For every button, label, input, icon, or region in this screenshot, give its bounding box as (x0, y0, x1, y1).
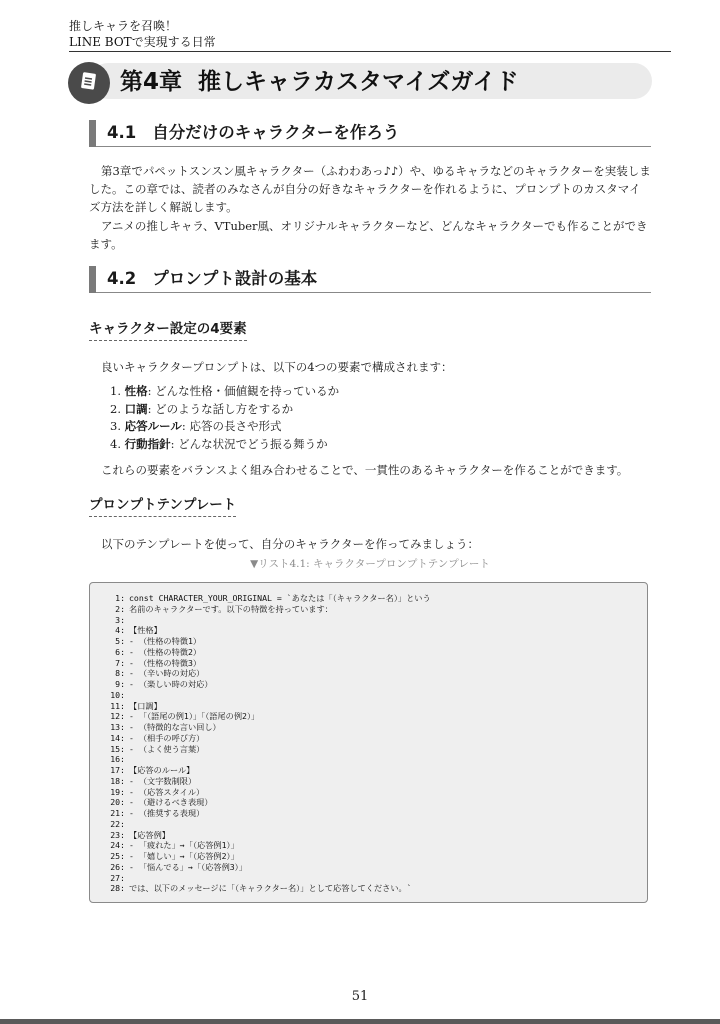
list-item-term: 行動指針 (124, 436, 171, 451)
code-line (106, 593, 647, 604)
code-line (106, 873, 647, 884)
code-text: - （性格の特徴2） (129, 646, 202, 657)
code-text: - （文字数制限） (129, 775, 197, 786)
line-number: 10: (110, 689, 125, 700)
section-number: 4.2 (107, 269, 137, 288)
code-line (106, 840, 647, 851)
code-line (106, 819, 647, 830)
book-icon (78, 70, 100, 96)
code-line (106, 625, 647, 636)
list-item: 2. 口調: どのような話し方をするか (110, 401, 294, 416)
code-line (106, 830, 647, 841)
line-number: 2: (115, 603, 125, 614)
code-text: const CHARACTER_YOUR_ORIGINAL = `あなたは「（キャラクター名）」という (129, 593, 431, 603)
code-text: 【応答例】 (129, 829, 170, 840)
line-number: 14: (110, 732, 125, 743)
list-item-desc: : どのような話し方をするか (147, 401, 294, 416)
four-elements-intro: 良いキャラクタープロンプトは、以下の4つの要素で構成されます： (101, 360, 453, 374)
code-text: - 「（語尾の例1）」「（語尾の例2）」 (129, 711, 260, 722)
characters-paragraph: アニメの推しキャラ、VTuber風、オリジナルキャラクターなど、どんなキャラクターでも作ることができます。 (89, 219, 648, 251)
line-number: 5: (115, 636, 125, 646)
chapter-badge (68, 62, 110, 104)
list-item: 4. 行動指針: どんな状況でどう振る舞うか (110, 436, 328, 451)
section-number: 4.1 (107, 123, 137, 142)
code-line (106, 754, 647, 765)
code-listing (89, 582, 648, 903)
chapter-banner (68, 62, 654, 102)
line-number: 19: (110, 786, 125, 797)
code-line (106, 808, 647, 819)
listing-caption: ▼リスト4.1: キャラクタープロンプトテンプレート (250, 558, 490, 570)
line-number: 28: (110, 883, 125, 894)
code-line (106, 604, 647, 615)
list-item-desc: : 応答の長さや形式 (181, 419, 282, 433)
code-text: 名前のキャラクターです。以下の特徴を持っています： (129, 603, 333, 614)
code-line (106, 701, 647, 712)
code-text: - 「疲れた」→「（応答例1）」 (129, 840, 239, 851)
template-heading: プロンプトテンプレート (89, 496, 236, 517)
code-text: - （よく使う言葉） (129, 743, 205, 754)
line-number: 26: (110, 861, 125, 872)
code-line (106, 690, 647, 701)
code-line (106, 636, 647, 647)
code-line (106, 658, 647, 669)
code-line (106, 862, 647, 873)
code-line (106, 679, 647, 690)
running-head (69, 18, 671, 52)
template-intro: 以下のテンプレートを使って、自分のキャラクターを作ってみましょう： (101, 537, 480, 551)
section-title: プロンプト設計の基本 (152, 269, 318, 288)
code-text: - （性格の特徴3） (129, 657, 202, 668)
code-text: - （特徴的な言い回し） (129, 722, 221, 732)
four-elements-heading: キャラクター設定の4要素 (89, 320, 247, 341)
four-elements-outro: これらの要素をバランスよく組み合わせることで、一貫性のあるキャラクターを作ることができます。 (101, 463, 629, 477)
page-number: 51 (351, 989, 369, 1004)
line-number: 17: (110, 765, 125, 775)
code-text: - （相手の呼び方） (129, 732, 205, 743)
code-text: - 「悩んでる」→「（応答例3）」 (129, 861, 247, 872)
line-number: 22: (110, 818, 125, 829)
line-number: 23: (110, 829, 125, 840)
code-text: - （避けるべき表現） (129, 797, 213, 808)
code-line (106, 744, 647, 755)
line-number: 11: (110, 700, 125, 711)
code-line (106, 647, 647, 658)
section-title: 自分だけのキャラクターを作ろう (152, 123, 400, 142)
code-text: 【口調】 (129, 700, 162, 711)
code-line (106, 765, 647, 776)
line-number: 25: (110, 851, 125, 861)
four-elements-list (110, 383, 339, 453)
list-item-desc: : どんな性格・価値観を持っているか (147, 384, 340, 398)
code-text: - （性格の特徴1） (129, 636, 202, 646)
line-number: 24: (110, 840, 125, 851)
code-text: - （楽しい時の対応） (129, 679, 213, 689)
section-marker (89, 120, 96, 147)
code-line (106, 851, 647, 862)
line-number: 18: (110, 775, 125, 786)
section-heading-4-2 (89, 266, 651, 293)
list-item: 1. 性格: どんな性格・価値観を持っているか (110, 384, 340, 398)
list-item-term: 応答ルール (124, 419, 182, 433)
line-number: 9: (115, 679, 125, 689)
book-title: 推しキャラを召喚！ (69, 19, 178, 33)
code-text: では、以下のメッセージに「（キャラクター名）」として応答してください。` (129, 883, 412, 894)
code-line (106, 615, 647, 626)
code-line (106, 787, 647, 798)
line-number: 16: (110, 754, 125, 765)
line-number: 3: (115, 614, 125, 625)
line-number: 7: (115, 657, 125, 668)
code-text: 【応答のルール】 (129, 765, 195, 775)
line-number: 13: (110, 722, 125, 732)
section-marker (89, 266, 96, 293)
line-number: 21: (110, 808, 125, 818)
line-number: 27: (110, 872, 125, 883)
line-number: 1: (115, 593, 125, 603)
code-line (106, 776, 647, 787)
list-item-term: 口調 (124, 401, 148, 416)
code-text: - 「嬉しい」→「（応答例2）」 (129, 851, 239, 861)
line-number: 20: (110, 797, 125, 808)
code-line (106, 668, 647, 679)
code-line (106, 797, 647, 808)
list-item-term: 性格 (124, 384, 148, 398)
code-text: - （辛い時の対応） (129, 668, 205, 679)
code-text: - （推奨する表現） (129, 808, 205, 818)
list-item: 3. 応答ルール: 応答の長さや形式 (110, 419, 282, 433)
chapter-title (120, 65, 519, 99)
line-number: 8: (115, 668, 125, 679)
code-text: - （応答スタイル） (129, 786, 205, 797)
code-line (106, 722, 647, 733)
code-line (106, 733, 647, 744)
line-number: 6: (115, 646, 125, 657)
line-number: 12: (110, 711, 125, 722)
section-heading-4-1 (89, 120, 651, 147)
code-line (106, 883, 647, 894)
list-item-desc: : どんな状況でどう振る舞うか (170, 436, 328, 451)
line-number: 15: (110, 743, 125, 754)
code-text: 【性格】 (129, 625, 162, 636)
intro-paragraph: 第3章でパペットスンスン風キャラクター（ふわわあっ♪♪）や、ゆるキャラなどのキャラクターを実装しました。この章では、読者のみなさんが自分の好きなキャラクターを作れるように、プロンプトのカスタマイズ方法を詳しく解説します。 (89, 164, 651, 214)
page-bottom-edge (0, 1019, 720, 1024)
book-subtitle: LINE BOTで実現する日常 (69, 35, 216, 49)
chapter-title-text: 推しキャラカスタマイズガイド (198, 69, 519, 95)
chapter-number: 第4章 (120, 69, 183, 95)
code-line (106, 711, 647, 722)
line-number: 4: (115, 625, 125, 636)
